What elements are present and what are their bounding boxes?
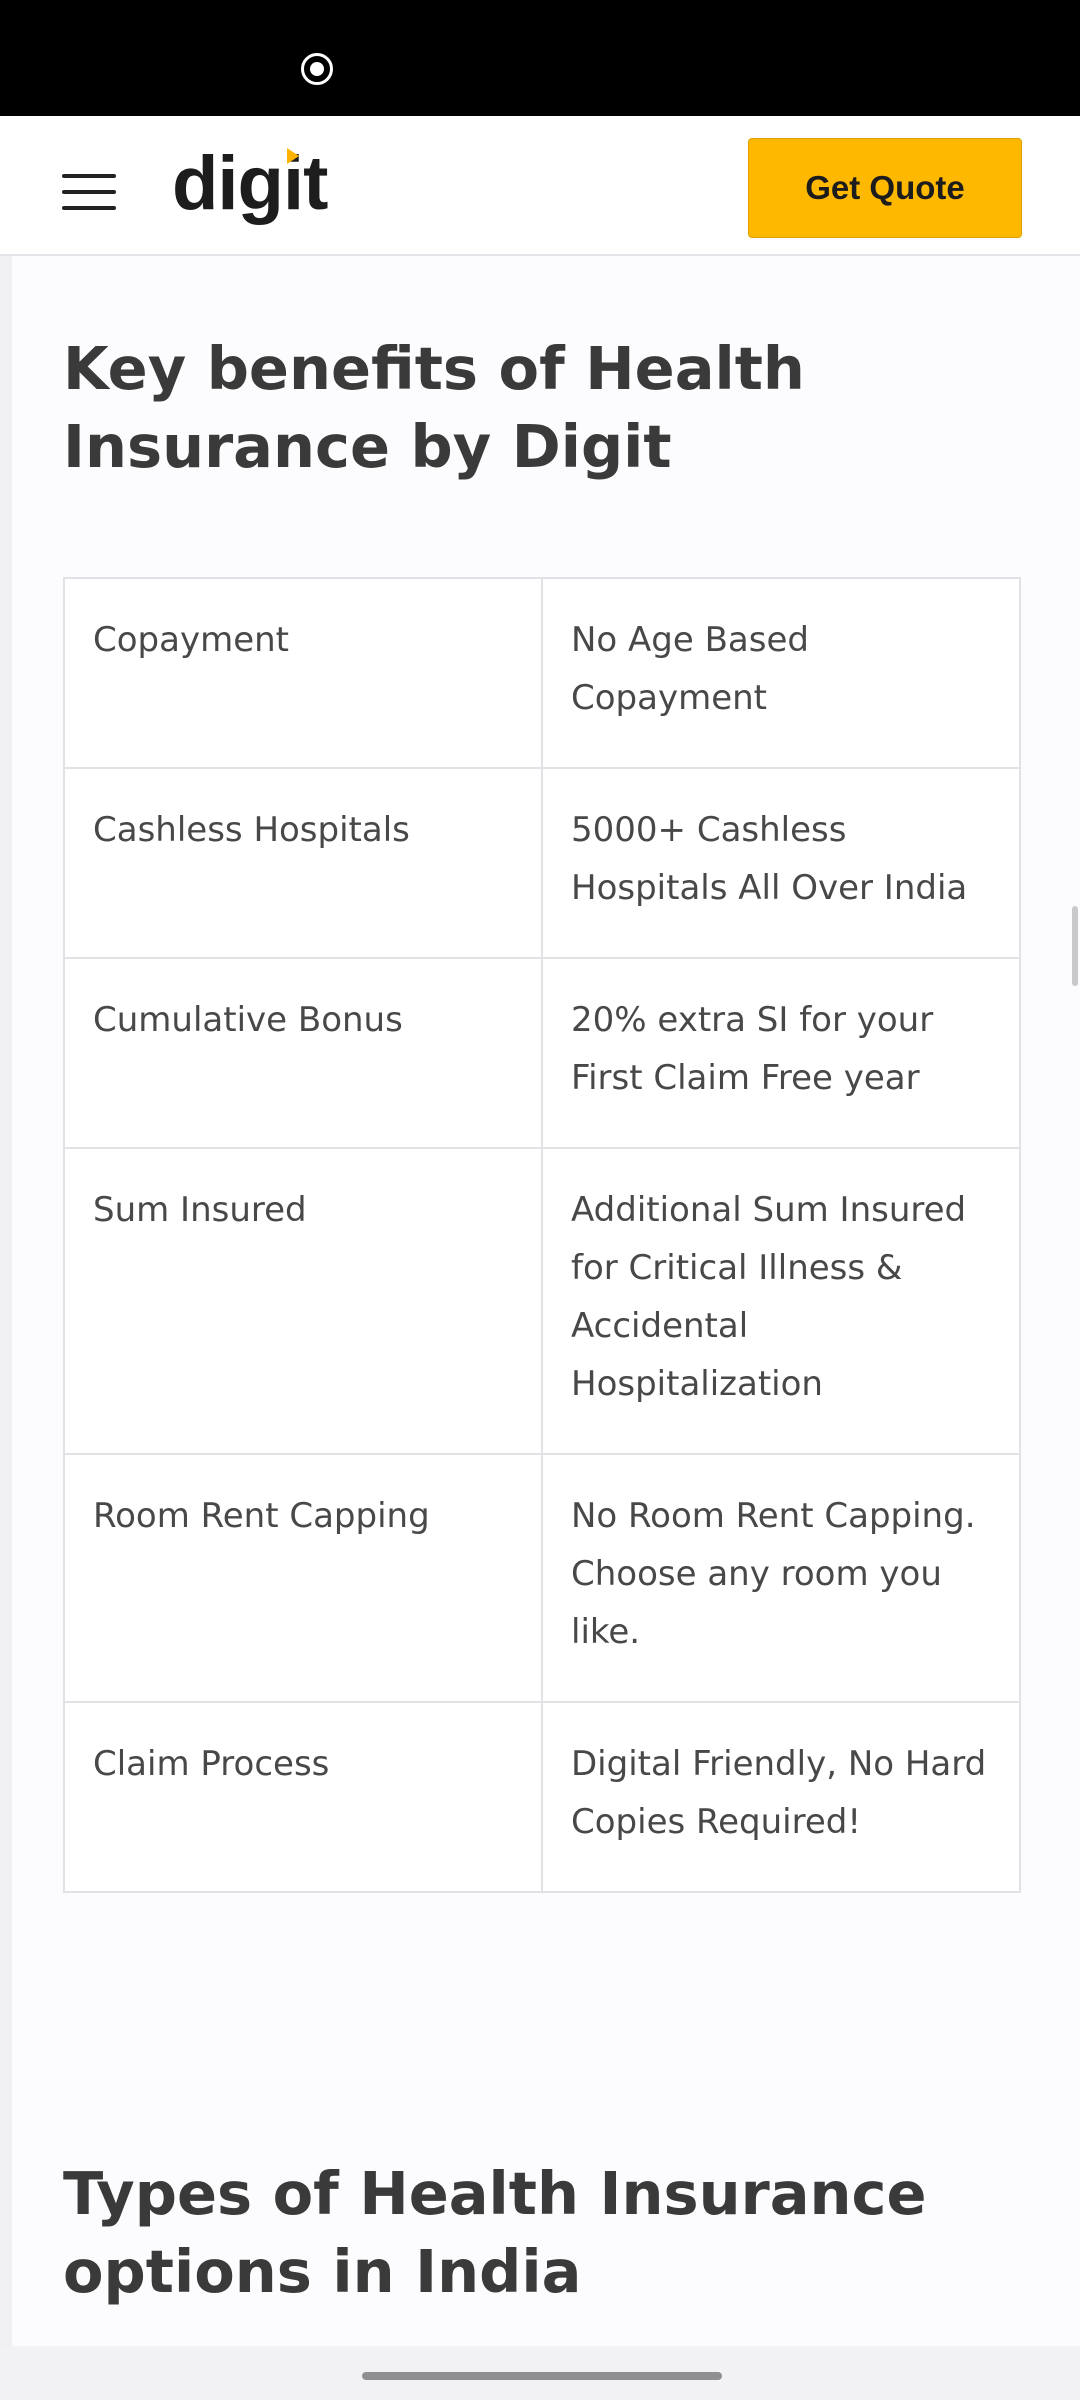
benefits-heading: Key benefits of Health Insurance by Digit: [63, 334, 805, 481]
value-cell: No Room Rent Capping. Choose any room you like.: [542, 1454, 1020, 1702]
table-row: [64, 768, 1020, 958]
table-row: [64, 958, 1020, 1148]
value-cell: 20% extra SI for your First Claim Free year: [542, 958, 1020, 1148]
value-cell: 5000+ Cashless Hospitals All Over India: [542, 768, 1020, 958]
feature-cell: Room Rent Capping: [64, 1454, 542, 1702]
feature-cell: Copayment: [64, 578, 542, 768]
site-header: [0, 116, 1080, 256]
status-bar: [0, 0, 1080, 116]
page-edge: [0, 256, 12, 2346]
feature-cell: Claim Process: [64, 1702, 542, 1892]
table-row: [64, 1702, 1020, 1892]
logo-arrow-icon: [287, 148, 299, 164]
record-icon: [301, 53, 333, 85]
home-indicator[interactable]: [362, 2372, 722, 2380]
get-quote-button[interactable]: Get Quote: [748, 138, 1022, 238]
digit-logo[interactable]: digit: [172, 141, 328, 226]
benefits-table: [63, 577, 1021, 1893]
value-cell: Additional Sum Insured for Critical Illness & Accidental Hospitalization: [542, 1148, 1020, 1454]
value-cell: No Age Based Copayment: [542, 578, 1020, 768]
table-row: [64, 578, 1020, 768]
table-row: [64, 1148, 1020, 1454]
feature-cell: Sum Insured: [64, 1148, 542, 1454]
feature-cell: Cashless Hospitals: [64, 768, 542, 958]
navigation-bar: [0, 2346, 1080, 2400]
table-row: [64, 1454, 1020, 1702]
types-heading: Types of Health Insurance options in India: [63, 2159, 927, 2306]
feature-cell: Cumulative Bonus: [64, 958, 542, 1148]
menu-icon[interactable]: [62, 172, 116, 212]
value-cell: Digital Friendly, No Hard Copies Required!: [542, 1702, 1020, 1892]
scrollbar-thumb[interactable]: [1072, 906, 1078, 986]
